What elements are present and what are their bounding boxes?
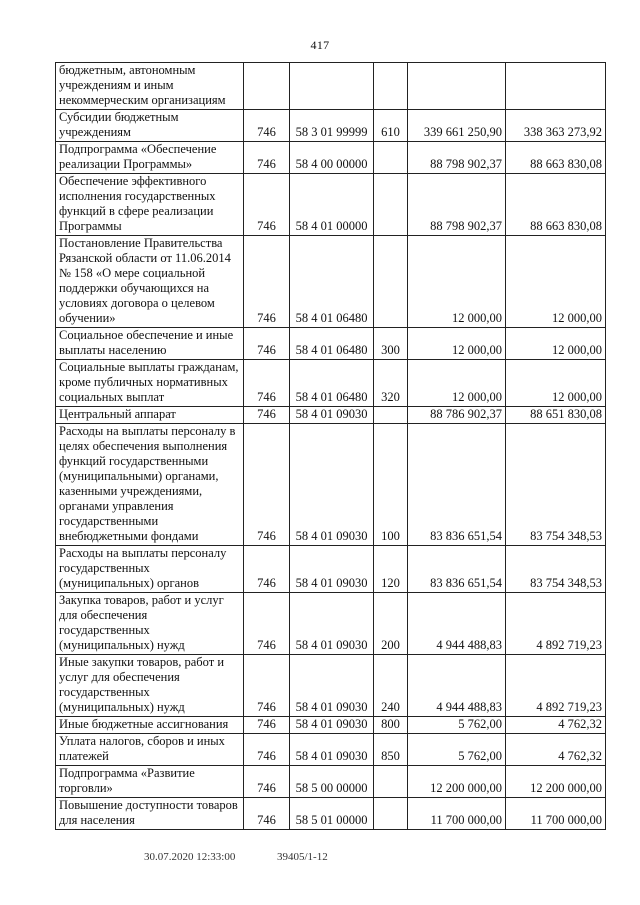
amount-first: 83 836 651,54: [408, 424, 506, 546]
expense-type-code: 800: [374, 717, 408, 734]
amount-first: 88 786 902,37: [408, 407, 506, 424]
expense-type-code: 240: [374, 655, 408, 717]
row-name: Повышение доступности товаров для населения: [56, 798, 244, 830]
expense-type-code: [374, 174, 408, 236]
amount-second: 4 762,32: [506, 717, 606, 734]
page-number: 417: [310, 38, 330, 52]
amount-first: 12 000,00: [408, 328, 506, 360]
table-row: [56, 766, 606, 798]
table-row: [56, 734, 606, 766]
footer-document-number: 39405/1-12: [277, 851, 328, 863]
target-article-code: 58 4 01 09030: [290, 655, 374, 717]
ministry-code: [244, 63, 290, 110]
amount-first: 83 836 651,54: [408, 546, 506, 593]
expense-type-code: [374, 798, 408, 830]
table-row: [56, 424, 606, 546]
amount-second: 83 754 348,53: [506, 546, 606, 593]
target-article-code: 58 4 01 06480: [290, 328, 374, 360]
row-name: Социальные выплаты гражданам, кроме публичных нормативных социальных выплат: [56, 360, 244, 407]
amount-first: [408, 63, 506, 110]
amount-second: 88 663 830,08: [506, 142, 606, 174]
expense-type-code: 850: [374, 734, 408, 766]
row-name: Закупка товаров, работ и услуг для обеспечения государственных (муниципальных) нужд: [56, 593, 244, 655]
expense-type-code: [374, 142, 408, 174]
table-row: [56, 655, 606, 717]
ministry-code: 746: [244, 174, 290, 236]
amount-first: 88 798 902,37: [408, 142, 506, 174]
target-article-code: 58 3 01 99999: [290, 110, 374, 142]
amount-second: 4 892 719,23: [506, 655, 606, 717]
row-name: Подпрограмма «Развитие торговли»: [56, 766, 244, 798]
row-name: Расходы на выплаты персоналу в целях обеспечения выполнения функций государственными (муниципальными) органами, казенными учреждениями, органами управления государственными внебюджетными фондами: [56, 424, 244, 546]
ministry-code: 746: [244, 546, 290, 593]
amount-second: [506, 63, 606, 110]
row-name: бюджетным, автономным учреждениям и иным некоммерческим организациям: [56, 63, 244, 110]
budget-table: [55, 62, 606, 830]
ministry-code: 746: [244, 655, 290, 717]
target-article-code: 58 4 00 00000: [290, 142, 374, 174]
amount-second: 4 892 719,23: [506, 593, 606, 655]
row-name: Субсидии бюджетным учреждениям: [56, 110, 244, 142]
expense-type-code: 300: [374, 328, 408, 360]
row-name: Постановление Правительства Рязанской области от 11.06.2014 № 158 «О мере социальной поддержки обучающихся на условиях договора о целевом обучении»: [56, 236, 244, 328]
expense-type-code: 120: [374, 546, 408, 593]
table-row: [56, 717, 606, 734]
table-row: [56, 360, 606, 407]
amount-first: 339 661 250,90: [408, 110, 506, 142]
row-name: Иные бюджетные ассигнования: [56, 717, 244, 734]
amount-first: 5 762,00: [408, 734, 506, 766]
ministry-code: 746: [244, 407, 290, 424]
amount-first: 4 944 488,83: [408, 655, 506, 717]
amount-first: 5 762,00: [408, 717, 506, 734]
target-article-code: 58 5 01 00000: [290, 798, 374, 830]
amount-first: 12 000,00: [408, 360, 506, 407]
table-row: [56, 328, 606, 360]
target-article-code: 58 4 01 06480: [290, 360, 374, 407]
amount-second: 4 762,32: [506, 734, 606, 766]
table-row: [56, 593, 606, 655]
row-name: Центральный аппарат: [56, 407, 244, 424]
ministry-code: 746: [244, 142, 290, 174]
table-row: [56, 110, 606, 142]
ministry-code: 746: [244, 110, 290, 142]
target-article-code: 58 4 01 06480: [290, 236, 374, 328]
target-article-code: 58 4 01 09030: [290, 546, 374, 593]
amount-second: 12 000,00: [506, 236, 606, 328]
row-name: Иные закупки товаров, работ и услуг для обеспечения государственных (муниципальных) нужд: [56, 655, 244, 717]
amount-first: 12 000,00: [408, 236, 506, 328]
target-article-code: 58 4 01 09030: [290, 717, 374, 734]
target-article-code: [290, 63, 374, 110]
table-row: [56, 174, 606, 236]
ministry-code: 746: [244, 593, 290, 655]
amount-second: 11 700 000,00: [506, 798, 606, 830]
expense-type-code: 100: [374, 424, 408, 546]
expense-type-code: [374, 766, 408, 798]
row-name: Социальное обеспечение и иные выплаты населению: [56, 328, 244, 360]
row-name: Уплата налогов, сборов и иных платежей: [56, 734, 244, 766]
table-row: [56, 142, 606, 174]
amount-second: 83 754 348,53: [506, 424, 606, 546]
target-article-code: 58 4 01 09030: [290, 407, 374, 424]
target-article-code: 58 4 01 00000: [290, 174, 374, 236]
amount-first: 12 200 000,00: [408, 766, 506, 798]
ministry-code: 746: [244, 717, 290, 734]
expense-type-code: [374, 63, 408, 110]
amount-second: 88 651 830,08: [506, 407, 606, 424]
amount-first: 88 798 902,37: [408, 174, 506, 236]
amount-first: 11 700 000,00: [408, 798, 506, 830]
target-article-code: 58 5 00 00000: [290, 766, 374, 798]
expense-type-code: 610: [374, 110, 408, 142]
ministry-code: 746: [244, 766, 290, 798]
footer-timestamp: 30.07.2020 12:33:00: [144, 851, 236, 863]
expense-type-code: 200: [374, 593, 408, 655]
table-row: [56, 63, 606, 110]
table-row: [56, 546, 606, 593]
row-name: Обеспечение эффективного исполнения государственных функций в сфере реализации Программы: [56, 174, 244, 236]
target-article-code: 58 4 01 09030: [290, 424, 374, 546]
expense-type-code: [374, 236, 408, 328]
ministry-code: 746: [244, 328, 290, 360]
row-name: Расходы на выплаты персоналу государственных (муниципальных) органов: [56, 546, 244, 593]
ministry-code: 746: [244, 236, 290, 328]
amount-second: 88 663 830,08: [506, 174, 606, 236]
table-row: [56, 236, 606, 328]
target-article-code: 58 4 01 09030: [290, 734, 374, 766]
ministry-code: 746: [244, 360, 290, 407]
table-row: [56, 798, 606, 830]
amount-second: 12 200 000,00: [506, 766, 606, 798]
amount-second: 12 000,00: [506, 328, 606, 360]
expense-type-code: [374, 407, 408, 424]
target-article-code: 58 4 01 09030: [290, 593, 374, 655]
expense-type-code: 320: [374, 360, 408, 407]
amount-second: 338 363 273,92: [506, 110, 606, 142]
row-name: Подпрограмма «Обеспечение реализации Программы»: [56, 142, 244, 174]
ministry-code: 746: [244, 424, 290, 546]
table-row: [56, 407, 606, 424]
ministry-code: 746: [244, 798, 290, 830]
amount-first: 4 944 488,83: [408, 593, 506, 655]
amount-second: 12 000,00: [506, 360, 606, 407]
ministry-code: 746: [244, 734, 290, 766]
